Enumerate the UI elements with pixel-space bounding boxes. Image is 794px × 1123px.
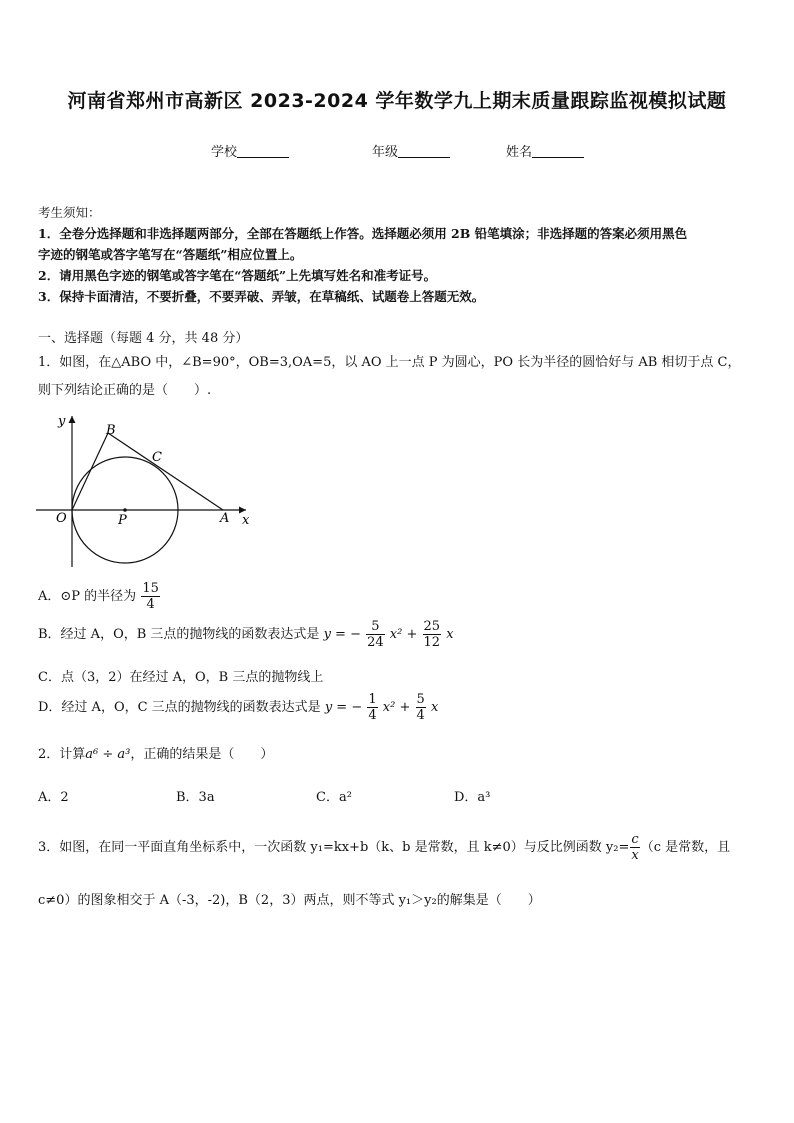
segment-ob xyxy=(72,433,108,510)
q1-option-d-text: D．经过 A，O，C 三点的抛物线的函数表达式是 xyxy=(38,700,321,715)
question-1-line2: 则下列结论正确的是（ ）. xyxy=(38,383,212,398)
q2-option-c: C．a² xyxy=(316,790,352,805)
q1-option-d xyxy=(38,692,438,723)
fraction-denominator: 12 xyxy=(423,635,441,650)
q1-option-a-text: A．⊙P 的半径为 xyxy=(38,589,137,604)
fraction-denominator: 4 xyxy=(416,708,425,723)
q1-option-d-y: y = − xyxy=(324,700,363,715)
segment-ba xyxy=(108,433,223,510)
q2-option-d: D．a³ xyxy=(454,790,491,805)
fraction-numerator: 5 xyxy=(366,619,385,635)
label-y: y xyxy=(58,414,66,429)
fraction-numerator: c xyxy=(631,832,639,847)
school-blank xyxy=(237,145,289,158)
q1-option-d-fraction-1 xyxy=(367,692,377,723)
label-a: A xyxy=(220,511,230,526)
point-p xyxy=(123,508,127,512)
fraction-numerator: 15 xyxy=(142,581,159,596)
notice-item-2: 2．请用黑色字迹的钢笔或答字笔在“答题纸”上先填写姓名和准考证号。 xyxy=(38,268,437,283)
fraction-numerator: 5 xyxy=(416,692,425,707)
page-title: 河南省郑州市高新区 2023-2024 学年数学九上期末质量跟踪监视模拟试题 xyxy=(67,90,727,112)
fraction-denominator: 4 xyxy=(146,597,155,612)
label-c: C xyxy=(152,450,162,465)
label-b: B xyxy=(106,423,116,438)
question-2 xyxy=(38,743,273,762)
fraction-denominator: x xyxy=(631,848,639,863)
grade-label: 年级 xyxy=(372,145,399,160)
fraction-denominator: 24 xyxy=(367,635,384,650)
q1-option-b-fraction-1 xyxy=(366,619,385,650)
notice-item-1: 1．全卷分选择题和非选择题两部分，全部在答题纸上作答。选择题必须用 2B 铅笔填涂；非选择题的答案必须用黑色 xyxy=(38,226,688,241)
fraction-denominator: 4 xyxy=(368,708,377,723)
q1-option-d-fraction-2 xyxy=(416,692,426,723)
question-1 xyxy=(38,349,758,405)
question-1-figure xyxy=(36,412,266,572)
grade-blank xyxy=(398,145,450,158)
fraction-numerator: 1 xyxy=(368,692,377,707)
q2-option-b: B．3a xyxy=(176,790,215,805)
question-3-line1 xyxy=(38,832,758,863)
q1-option-b-mid: x² + xyxy=(389,627,418,642)
name-blank xyxy=(532,145,584,158)
question-3-fraction xyxy=(630,832,639,863)
q1-option-b-y: y = − xyxy=(323,627,361,642)
label-p: P xyxy=(118,513,127,528)
label-x: x xyxy=(242,513,250,528)
notice-item-1-cont: 字迹的钢笔或答字笔写在“答题纸”相应位置上。 xyxy=(38,247,303,262)
q1-option-a xyxy=(38,581,161,612)
fraction-numerator: 25 xyxy=(423,619,441,634)
question-2-expression: a⁶ ÷ a³ xyxy=(85,747,131,762)
q2-option-a: A．2 xyxy=(38,790,69,805)
name-label: 姓名 xyxy=(506,145,533,160)
label-o: O xyxy=(56,511,67,526)
question-3-line2: c≠0）的图象相交于 A（-3，-2)，B（2，3）两点，则不等式 y₁＞y₂的解集是（ ） xyxy=(38,893,541,908)
school-label: 学校 xyxy=(211,145,238,160)
q1-option-b-end: x xyxy=(446,627,454,642)
grade-field xyxy=(372,141,450,160)
question-2-pre: 2．计算 xyxy=(38,747,86,762)
name-field xyxy=(506,141,584,160)
q1-option-d-end: x xyxy=(430,700,439,715)
section-heading: 一、选择题（每题 4 分，共 48 分） xyxy=(38,331,249,346)
school-field xyxy=(211,141,289,160)
question-1-line1: 1．如图，在△ABO 中，∠B=90°，OB=3,OA=5，以 AO 上一点 P 为圆心，PO 长为半径的圆恰好与 AB 相切于点 C， xyxy=(38,355,741,370)
question-3-pre: 3．如图，在同一平面直角坐标系中，一次函数 y₁=kx+b（k、b 是常数，且 k≠0）与反比例函数 y₂= xyxy=(38,840,630,855)
q1-option-b-fraction-2 xyxy=(423,619,442,650)
q1-option-b xyxy=(38,619,454,650)
question-3-post: （c 是常数，且 xyxy=(640,840,731,855)
q1-option-b-text: B．经过 A，O，B 三点的抛物线的函数表达式是 xyxy=(38,627,320,642)
q1-option-c: C．点（3，2）在经过 A，O，B 三点的抛物线上 xyxy=(38,670,324,685)
q1-option-a-fraction xyxy=(141,581,160,612)
question-2-post: ，正确的结果是（ ） xyxy=(130,747,274,762)
notice-item-3: 3．保持卡面清洁，不要折叠，不要弄破、弄皱，在草稿纸、试题卷上答题无效。 xyxy=(38,289,485,304)
exam-notice xyxy=(38,202,758,307)
q1-option-d-mid: x² + xyxy=(382,700,411,715)
notice-heading: 考生须知： xyxy=(38,205,101,220)
